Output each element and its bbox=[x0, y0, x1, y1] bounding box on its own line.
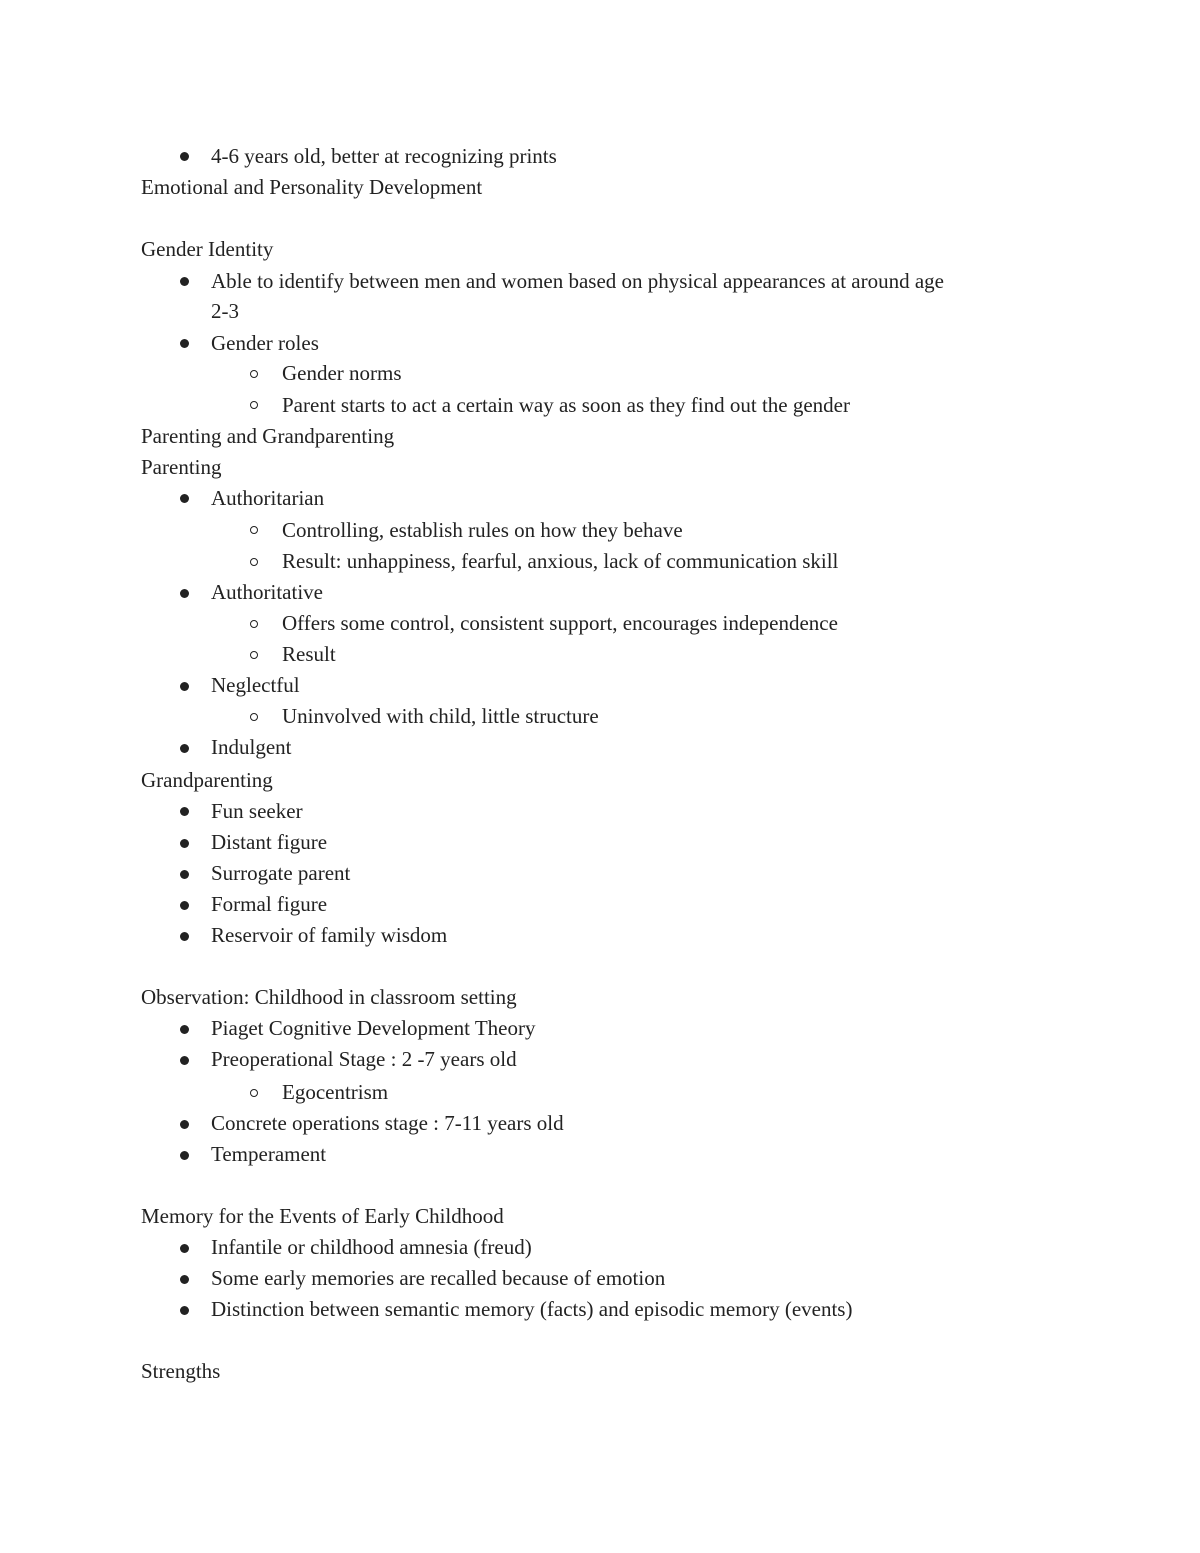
section-heading: Parenting and Grandparenting bbox=[141, 424, 395, 448]
bullet-icon bbox=[180, 1025, 189, 1034]
sub-list-item: Gender norms bbox=[282, 361, 402, 385]
list-item: Able to identify between men and women based on physical appearances at around age bbox=[211, 269, 944, 293]
section-heading: Emotional and Personality Development bbox=[141, 175, 483, 199]
hollow-bullet-icon bbox=[250, 558, 258, 566]
bullet-icon bbox=[180, 152, 189, 161]
bullet-icon bbox=[180, 1056, 189, 1065]
bullet-icon bbox=[180, 1275, 189, 1284]
list-item: Authoritarian bbox=[211, 486, 325, 510]
bullet-icon bbox=[180, 339, 189, 348]
hollow-bullet-icon bbox=[250, 401, 258, 409]
bullet-icon bbox=[180, 901, 189, 910]
sub-list-item: Result: unhappiness, fearful, anxious, lack of communication skill bbox=[282, 549, 839, 573]
hollow-bullet-icon bbox=[250, 370, 258, 378]
bullet-icon bbox=[180, 744, 189, 753]
sub-list-item: Result bbox=[282, 642, 336, 666]
list-item: Formal figure bbox=[211, 892, 328, 916]
list-item: Concrete operations stage : 7-11 years old bbox=[211, 1111, 564, 1135]
hollow-bullet-icon bbox=[250, 526, 258, 534]
list-item: Fun seeker bbox=[211, 799, 303, 823]
hollow-bullet-icon bbox=[250, 620, 258, 628]
list-item: Indulgent bbox=[211, 735, 292, 759]
sub-list-item: Parent starts to act a certain way as soon as they find out the gender bbox=[282, 393, 850, 417]
bullet-icon bbox=[180, 277, 189, 286]
bullet-icon bbox=[180, 932, 189, 941]
bullet-icon bbox=[180, 1120, 189, 1129]
list-item: Distant figure bbox=[211, 830, 328, 854]
list-item: Piaget Cognitive Development Theory bbox=[211, 1016, 536, 1040]
bullet-icon bbox=[180, 1306, 189, 1315]
section-heading: Memory for the Events of Early Childhood bbox=[141, 1204, 504, 1228]
sub-list-item: Uninvolved with child, little structure bbox=[282, 704, 599, 728]
hollow-bullet-icon bbox=[250, 651, 258, 659]
section-heading: Parenting bbox=[141, 455, 222, 479]
section-heading: Observation: Childhood in classroom setting bbox=[141, 985, 517, 1009]
list-item-continuation: 2-3 bbox=[211, 299, 239, 323]
bullet-icon bbox=[180, 839, 189, 848]
section-heading: Grandparenting bbox=[141, 768, 273, 792]
hollow-bullet-icon bbox=[250, 713, 258, 721]
list-item: Distinction between semantic memory (facts) and episodic memory (events) bbox=[211, 1297, 853, 1321]
list-item: Temperament bbox=[211, 1142, 327, 1166]
bullet-icon bbox=[180, 682, 189, 691]
list-item: Some early memories are recalled because of emotion bbox=[211, 1266, 666, 1290]
bullet-icon bbox=[180, 589, 189, 598]
list-item: Neglectful bbox=[211, 673, 300, 697]
bullet-icon bbox=[180, 870, 189, 879]
list-item: Reservoir of family wisdom bbox=[211, 923, 448, 947]
bullet-icon bbox=[180, 494, 189, 503]
bullet-icon bbox=[180, 1244, 189, 1253]
sub-list-item: Offers some control, consistent support, encourages independence bbox=[282, 611, 838, 635]
section-heading: Gender Identity bbox=[141, 237, 274, 261]
section-heading: Strengths bbox=[141, 1359, 221, 1383]
list-item: Infantile or childhood amnesia (freud) bbox=[211, 1235, 532, 1259]
bullet-icon bbox=[180, 1151, 189, 1160]
list-item: Authoritative bbox=[211, 580, 323, 604]
list-item: Preoperational Stage : 2 -7 years old bbox=[211, 1047, 517, 1071]
hollow-bullet-icon bbox=[250, 1089, 258, 1097]
list-item: 4-6 years old, better at recognizing prints bbox=[211, 144, 557, 168]
list-item: Surrogate parent bbox=[211, 861, 351, 885]
sub-list-item: Egocentrism bbox=[282, 1080, 389, 1104]
sub-list-item: Controlling, establish rules on how they behave bbox=[282, 518, 683, 542]
list-item: Gender roles bbox=[211, 331, 319, 355]
bullet-icon bbox=[180, 807, 189, 816]
